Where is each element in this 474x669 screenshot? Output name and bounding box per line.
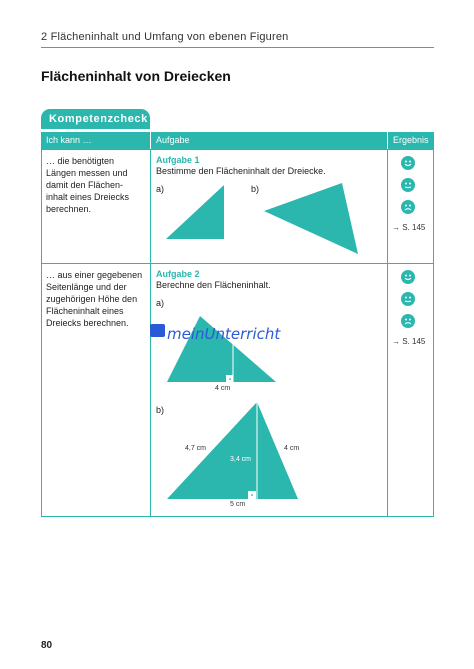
column-header-ergebnis: Ergebnis	[388, 132, 434, 149]
column-divider	[387, 149, 388, 517]
triangle-1a	[166, 185, 224, 239]
kompetenzcheck-badge: Kompetenzcheck	[41, 109, 150, 129]
task-2-triangles	[150, 263, 387, 517]
task-1-part-a: a)	[156, 184, 165, 194]
dimension-height-2b: 3,4 cm	[230, 456, 252, 463]
neutral-smiley-icon[interactable]	[401, 178, 415, 192]
page-number: 80	[41, 640, 53, 651]
triangle-1b	[264, 183, 358, 254]
column-header-ich-kann: Ich kann …	[41, 132, 150, 149]
neutral-smiley-icon[interactable]	[401, 292, 415, 306]
page-title: Flächeninhalt von Dreiecken	[41, 68, 231, 84]
task-1-title: Aufgabe 1	[156, 155, 200, 165]
happy-smiley-icon[interactable]	[401, 270, 415, 284]
task-2-part-b: b)	[156, 405, 165, 415]
task-2-title: Aufgabe 2	[156, 269, 200, 279]
dimension-left-2b: 4,7 cm	[185, 445, 207, 452]
briefcase-icon	[150, 324, 165, 337]
page-reference-1: → S. 145	[392, 223, 426, 232]
sad-smiley-icon[interactable]	[401, 200, 415, 214]
column-header-aufgabe: Aufgabe	[151, 132, 387, 149]
header-divider	[41, 47, 434, 48]
task-1-triangles	[150, 149, 387, 263]
task-1-part-b: b)	[251, 184, 260, 194]
dimension-base-2a: 4 cm	[215, 385, 231, 392]
page-reference-2: → S. 145	[392, 337, 426, 346]
task-1-text: Bestimme den Flächeninhalt der Dreiecke.	[156, 166, 326, 176]
can-do-text-1: … die benötigten Längen messen und damit den Flächen- inhalt eines Dreiecks berechnen.	[46, 156, 130, 214]
dimension-base-2b: 5 cm	[230, 501, 246, 508]
sad-smiley-icon[interactable]	[401, 314, 415, 328]
task-2-text: Berechne den Flächeninhalt.	[156, 280, 271, 290]
watermark-logo: meinUnterricht	[167, 325, 281, 343]
dimension-right-2b: 4 cm	[284, 445, 300, 452]
can-do-text-2: … aus einer gegebenen Seitenlänge und der zugehörigen Höhe den Flächeninhalt eines Dreiecks berechnen.	[46, 270, 143, 328]
happy-smiley-icon[interactable]	[401, 156, 415, 170]
task-2-part-a: a)	[156, 298, 165, 308]
chapter-header: 2 Flächeninhalt und Umfang von ebenen Figuren	[41, 31, 289, 43]
